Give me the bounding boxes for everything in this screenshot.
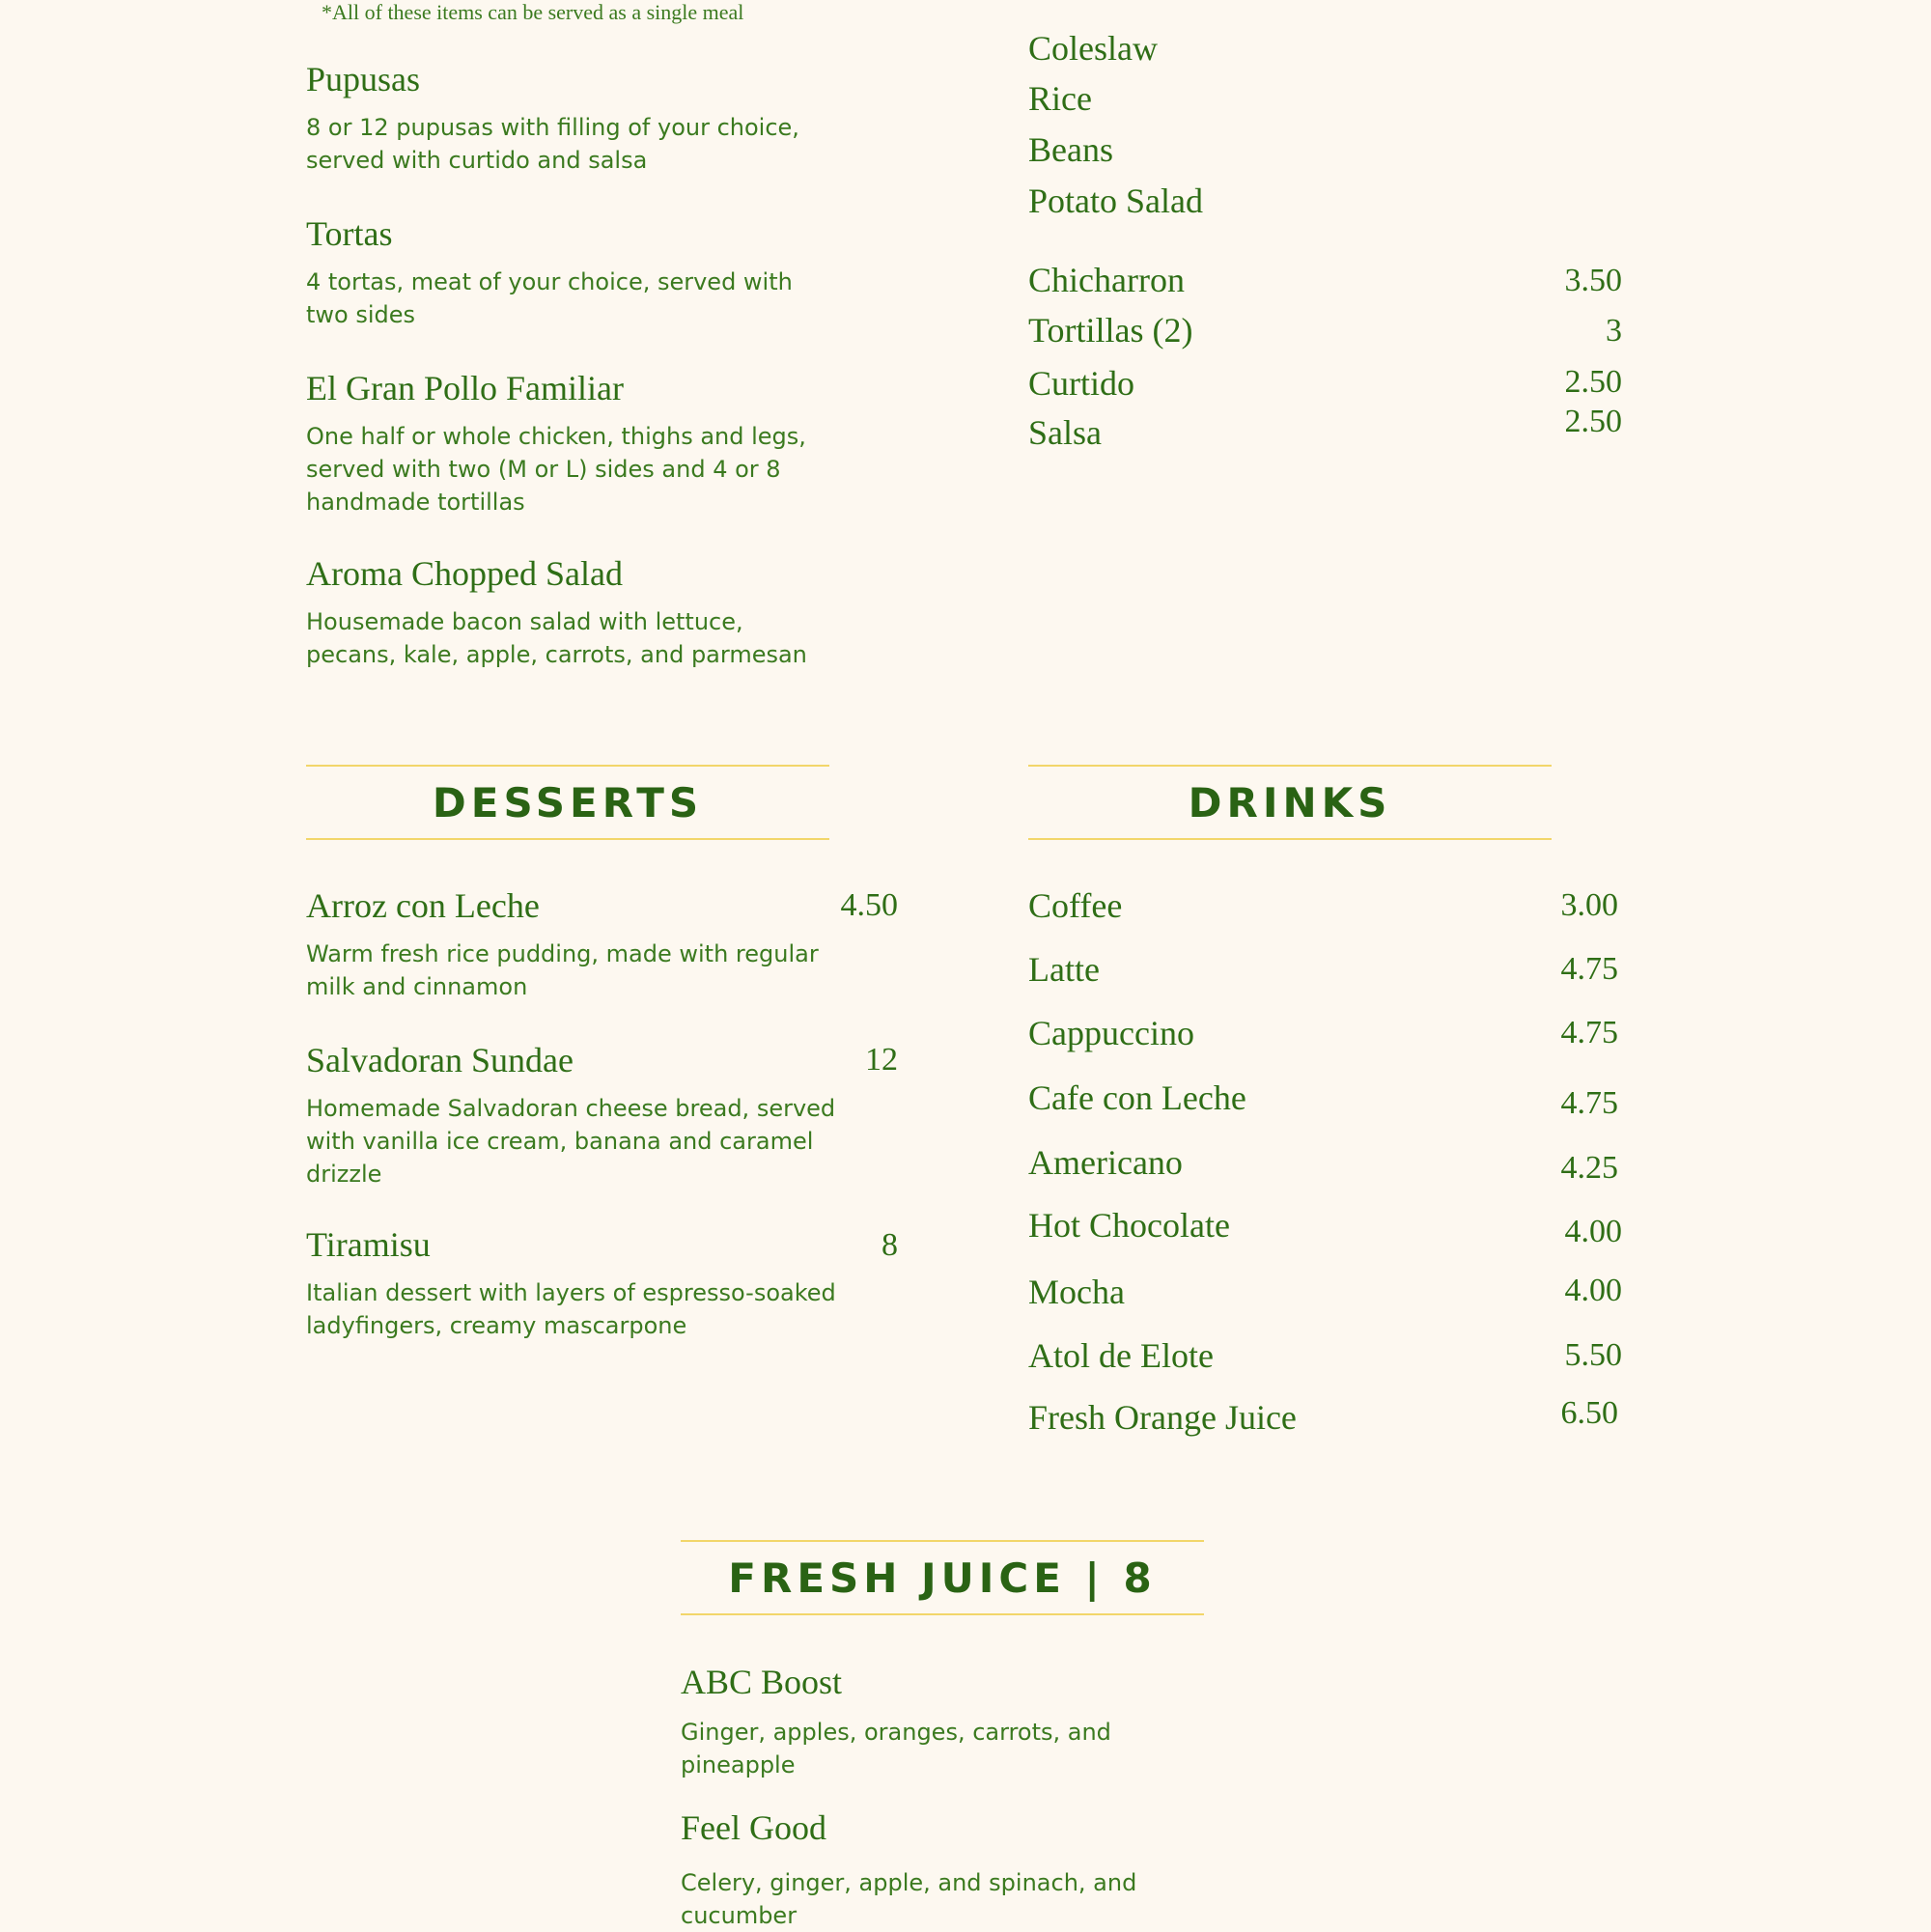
side-item: Beans xyxy=(1028,130,1113,169)
menu-item-name: Tortas xyxy=(306,214,393,253)
dessert-item-name: Salvadoran Sundae xyxy=(306,1041,574,1079)
desserts-heading-box xyxy=(306,765,829,840)
drink-item-price: 4.00 xyxy=(1564,1273,1622,1308)
menu-item-desc: One half or whole chicken, thighs and legs, served with two (M or L) sides and 4 or 8 handmade tortillas xyxy=(306,423,806,516)
menu-item-name: Aroma Chopped Salad xyxy=(306,554,623,593)
drink-item-name: Coffee xyxy=(1028,886,1123,925)
dessert-item-desc: Homemade Salvadoran cheese bread, served with vanilla ice cream, banana and caramel drizzle xyxy=(306,1095,836,1188)
drink-item-name: Cappuccino xyxy=(1028,1014,1194,1052)
extra-item-name: Tortillas (2) xyxy=(1028,311,1193,350)
fresh-juice-heading-box xyxy=(681,1540,1204,1615)
side-item: Rice xyxy=(1028,79,1092,118)
extra-item-name: Curtido xyxy=(1028,364,1135,403)
juice-item-name: ABC Boost xyxy=(681,1663,843,1701)
dessert-item-desc: Italian dessert with layers of espresso-soaked ladyfingers, creamy mascarpone xyxy=(306,1279,836,1339)
drinks-heading-box xyxy=(1028,765,1552,840)
dessert-item-price: 8 xyxy=(882,1227,898,1263)
drinks-heading: DRINKS xyxy=(1188,778,1392,826)
drink-item-price: 4.75 xyxy=(1560,1085,1618,1121)
menu-item-name: Pupusas xyxy=(306,60,421,98)
dessert-item-name: Tiramisu xyxy=(306,1225,431,1264)
drink-item-price: 6.50 xyxy=(1560,1395,1618,1431)
drink-item-name: Latte xyxy=(1028,950,1100,989)
menu-item-desc: Housemade bacon salad with lettuce, pecans, kale, apple, carrots, and parmesan xyxy=(306,608,807,668)
dessert-item-desc: Warm fresh rice pudding, made with regular milk and cinnamon xyxy=(306,940,819,1000)
drink-item-name: Mocha xyxy=(1028,1273,1125,1311)
menu-item-desc: 8 or 12 pupusas with filling of your choice, served with curtido and salsa xyxy=(306,114,799,174)
extra-item-price: 3 xyxy=(1606,313,1622,349)
drink-item-name: Atol de Elote xyxy=(1028,1336,1214,1375)
juice-item-desc: Celery, ginger, apple, and spinach, and cucumber xyxy=(681,1869,1137,1929)
extra-item-name: Salsa xyxy=(1028,413,1102,452)
extra-item-price: 2.50 xyxy=(1564,364,1622,400)
drink-item-name: Fresh Orange Juice xyxy=(1028,1398,1297,1437)
drink-item-name: Hot Chocolate xyxy=(1028,1206,1230,1245)
extra-item-price: 3.50 xyxy=(1564,263,1622,298)
drink-item-name: Cafe con Leche xyxy=(1028,1078,1246,1117)
drink-item-price: 3.00 xyxy=(1560,887,1618,923)
dessert-item-price: 4.50 xyxy=(840,887,898,923)
extra-item-price: 2.50 xyxy=(1564,404,1622,439)
dessert-item-price: 12 xyxy=(865,1042,898,1078)
juice-item-name: Feel Good xyxy=(681,1808,826,1847)
drink-item-price: 4.75 xyxy=(1560,1015,1618,1050)
single-meal-note: *All of these items can be served as a single meal xyxy=(322,0,744,24)
fresh-juice-heading: FRESH JUICE | 8 xyxy=(728,1554,1157,1602)
desserts-heading: DESSERTS xyxy=(432,778,704,826)
juice-item-desc: Ginger, apples, oranges, carrots, and pineapple xyxy=(681,1719,1111,1778)
extra-item-name: Chicharron xyxy=(1028,261,1185,299)
drink-item-price: 4.25 xyxy=(1560,1150,1618,1186)
drink-item-price: 4.75 xyxy=(1560,951,1618,987)
drink-item-name: Americano xyxy=(1028,1143,1183,1182)
drink-item-price: 4.00 xyxy=(1564,1214,1622,1249)
menu-item-desc: 4 tortas, meat of your choice, served with two sides xyxy=(306,268,793,328)
side-item: Potato Salad xyxy=(1028,182,1203,220)
drink-item-price: 5.50 xyxy=(1564,1337,1622,1373)
side-item: Coleslaw xyxy=(1028,29,1158,68)
menu-item-name: El Gran Pollo Familiar xyxy=(306,369,624,407)
dessert-item-name: Arroz con Leche xyxy=(306,886,540,925)
